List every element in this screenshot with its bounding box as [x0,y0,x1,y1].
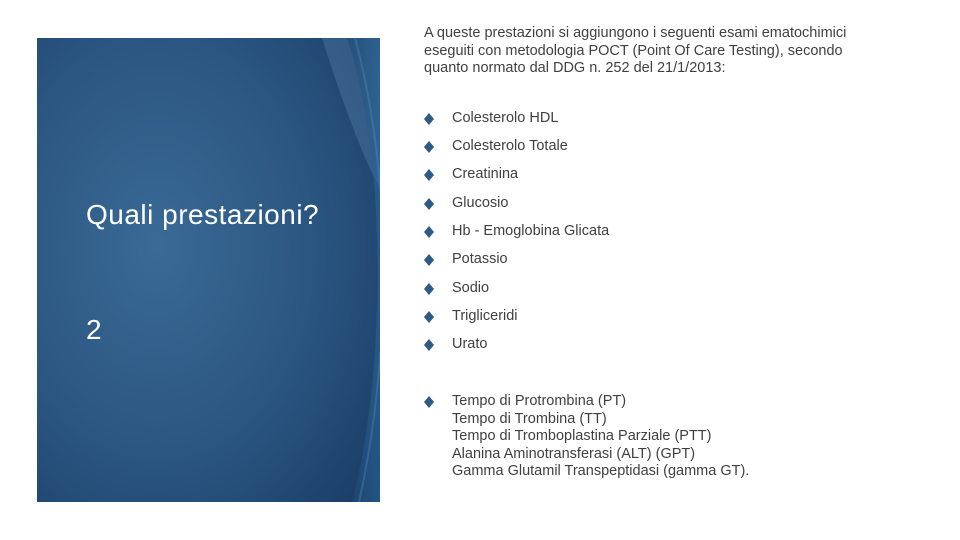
intro-paragraph: A queste prestazioni si aggiungono i seguenti esami ematochimici eseguiti con metodologia POCT (Point Of Care Testing), secondo quanto normato dal DDG n. 252 del 21/1/2013: [424,25,847,76]
list-item-text: Creatinina [452,166,519,182]
title-panel [37,38,380,502]
list-item-line: Tempo di Trombina (TT) [452,410,607,427]
list-item-text: Colesterolo Totale [452,138,568,154]
list-item-text [452,393,749,481]
diamond-icon [424,396,434,408]
diamond-icon [424,169,434,181]
list-item-text: Sodio [452,280,490,296]
diamond-icon [424,113,434,125]
diamond-icon [424,311,434,323]
diamond-icon [424,141,434,153]
list-item-text: Glucosio [452,195,509,211]
list-item-text: Colesterolo HDL [452,110,559,126]
diamond-icon [424,339,434,351]
list-item-line: Gamma Glutamil Transpeptidasi (gamma GT). [452,463,750,479]
list-item-text: Urato [452,336,488,352]
slide-number: 2 [86,314,102,345]
list-item-text: Trigliceridi [452,308,518,324]
list-item-line: Alanina Aminotransferasi (ALT) (GPT) [452,445,696,462]
slide-title: Quali prestazioni? [86,199,320,230]
diamond-icon [424,254,434,266]
list-item-line: Tempo di Tromboplastina Parziale (PTT) [452,428,712,444]
list-item-line: Tempo di Protrombina (PT) [452,393,627,409]
diamond-icon [424,283,434,295]
title-panel-background [37,38,380,502]
diamond-icon [424,226,434,238]
list-item-text: Hb - Emoglobina Glicata [452,223,610,239]
diamond-icon [424,198,434,210]
list-item-text: Potassio [452,251,508,267]
